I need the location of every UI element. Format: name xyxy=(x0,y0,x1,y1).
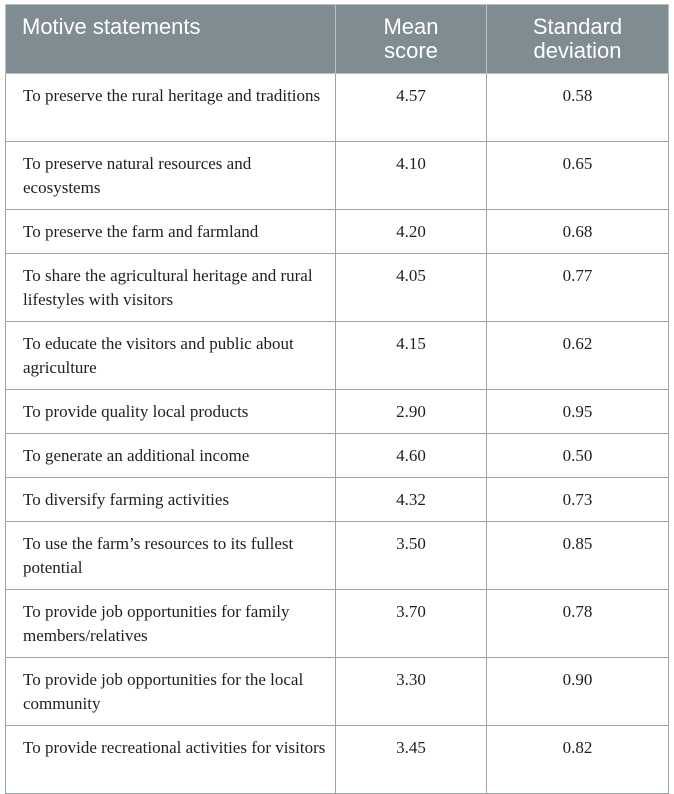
mean-cell: 4.05 xyxy=(336,254,487,322)
mean-cell: 3.70 xyxy=(336,590,487,658)
header-mean-score: Mean score xyxy=(336,5,487,74)
motives-table-container xyxy=(5,4,668,794)
mean-cell: 4.10 xyxy=(336,142,487,210)
motive-cell: To provide job opportunities for family members/relatives xyxy=(6,590,336,658)
sd-cell: 0.95 xyxy=(487,390,669,434)
sd-cell: 0.62 xyxy=(487,322,669,390)
header-standard-deviation: Standard deviation xyxy=(487,5,669,74)
table-row xyxy=(6,478,669,522)
motive-cell: To preserve the rural heritage and traditions xyxy=(6,74,336,142)
mean-cell: 3.50 xyxy=(336,522,487,590)
table-row xyxy=(6,590,669,658)
mean-cell: 4.15 xyxy=(336,322,487,390)
sd-cell: 0.73 xyxy=(487,478,669,522)
motive-cell: To provide recreational activities for visitors xyxy=(6,726,336,794)
table-row xyxy=(6,322,669,390)
motive-cell: To preserve the farm and farmland xyxy=(6,210,336,254)
table-row xyxy=(6,210,669,254)
motives-table xyxy=(5,4,669,794)
mean-cell: 4.57 xyxy=(336,74,487,142)
sd-cell: 0.90 xyxy=(487,658,669,726)
table-row xyxy=(6,254,669,322)
sd-cell: 0.85 xyxy=(487,522,669,590)
sd-cell: 0.68 xyxy=(487,210,669,254)
table-row xyxy=(6,434,669,478)
sd-cell: 0.77 xyxy=(487,254,669,322)
sd-cell: 0.65 xyxy=(487,142,669,210)
mean-cell: 4.60 xyxy=(336,434,487,478)
motive-cell: To educate the visitors and public about agriculture xyxy=(6,322,336,390)
motive-cell: To diversify farming activities xyxy=(6,478,336,522)
sd-cell: 0.58 xyxy=(487,74,669,142)
mean-cell: 4.32 xyxy=(336,478,487,522)
mean-cell: 2.90 xyxy=(336,390,487,434)
header-motive-statements: Motive statements xyxy=(6,5,336,74)
motive-cell: To share the agricultural heritage and rural lifestyles with visitors xyxy=(6,254,336,322)
mean-cell: 4.20 xyxy=(336,210,487,254)
table-row xyxy=(6,726,669,794)
header-row xyxy=(6,5,669,74)
sd-cell: 0.78 xyxy=(487,590,669,658)
mean-cell: 3.45 xyxy=(336,726,487,794)
table-row xyxy=(6,390,669,434)
table-row xyxy=(6,522,669,590)
motive-cell: To use the farm’s resources to its fullest potential xyxy=(6,522,336,590)
mean-cell: 3.30 xyxy=(336,658,487,726)
motive-cell: To provide job opportunities for the local community xyxy=(6,658,336,726)
motive-cell: To generate an additional income xyxy=(6,434,336,478)
motive-cell: To provide quality local products xyxy=(6,390,336,434)
sd-cell: 0.50 xyxy=(487,434,669,478)
motive-cell: To preserve natural resources and ecosystems xyxy=(6,142,336,210)
sd-cell: 0.82 xyxy=(487,726,669,794)
table-row xyxy=(6,74,669,142)
table-row xyxy=(6,142,669,210)
table-row xyxy=(6,658,669,726)
